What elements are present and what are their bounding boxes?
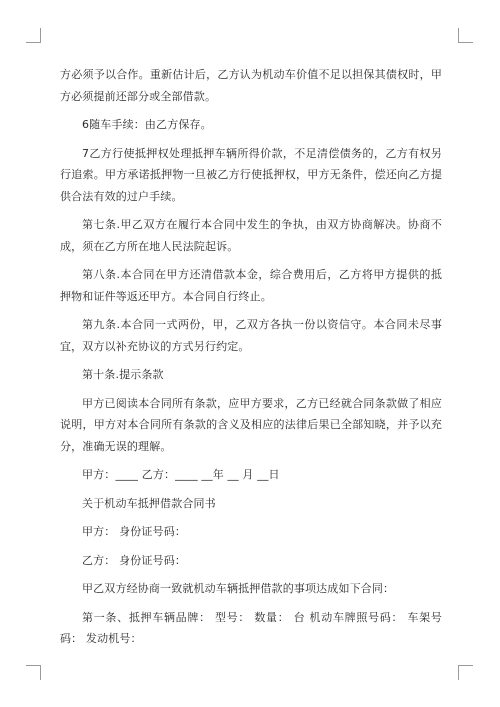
paragraph-item-7: 7乙方行使抵押权处理抵押车辆所得价款，不足清偿债务的，乙方有权另行追索。甲方承诺抵押物一旦被乙方行使抵押权，甲方无条件，偿还向乙方提供合法有效的过户手续。 xyxy=(60,146,442,203)
crop-mark-top-left xyxy=(26,28,41,43)
crop-mark-top-right xyxy=(458,28,473,43)
paragraph-continuation: 方必须予以合作。重新估计后，乙方认为机动车价值不足以担保其债权时，甲方必须提前还部分或全部借款。 xyxy=(60,68,442,103)
paragraph-article-1: 第一条、抵押车辆品牌： 型号： 数量： 台 机动车牌照号码： 车架号码： 发动机号： xyxy=(60,610,442,645)
paragraph-article-10-heading: 第十条.提示条款 xyxy=(82,368,164,381)
crop-mark-bottom-left xyxy=(26,665,41,680)
paragraph-agreement-intro: 甲乙双方经协商一致就机动车辆抵押借款的事项达成如下合同： xyxy=(82,582,395,595)
paragraph-article-7: 第七条.甲乙双方在履行本合同中发生的争执，由双方协商解决。协商不成，须在乙方所在地人民法院起诉。 xyxy=(60,218,442,253)
party-b-line: 乙方： 身份证号码： xyxy=(82,553,186,567)
paragraph-article-9: 第九条.本合同一式两份，甲，乙双方各执一份以资信守。本合同未尽事宜，双方以补充协议的方式另行约定。 xyxy=(60,318,442,353)
contract-title: 关于机动车抵押借款合同书 xyxy=(82,496,216,510)
paragraph-item-6: 6随车手续：由乙方保存。 xyxy=(82,118,212,131)
document-body xyxy=(60,64,442,657)
paragraph-notice: 甲方已阅读本合同所有条款，应甲方要求，乙方已经就合同条款做了相应说明，甲方对本合同所有条款的含义及相应的法律后果已全部知晓，并予以充分，准确无误的理解。 xyxy=(60,396,442,453)
signature-line: 甲方：____ 乙方：____ __年 __ 月 __日 xyxy=(82,468,280,481)
paragraph-article-8: 第八条.本合同在甲方还清借款本金，综合费用后，乙方将甲方提供的抵押物和证件等返还甲方。本合同自行终止。 xyxy=(60,268,442,303)
crop-mark-bottom-right xyxy=(458,665,473,680)
party-a-line: 甲方： 身份证号码： xyxy=(82,525,186,538)
